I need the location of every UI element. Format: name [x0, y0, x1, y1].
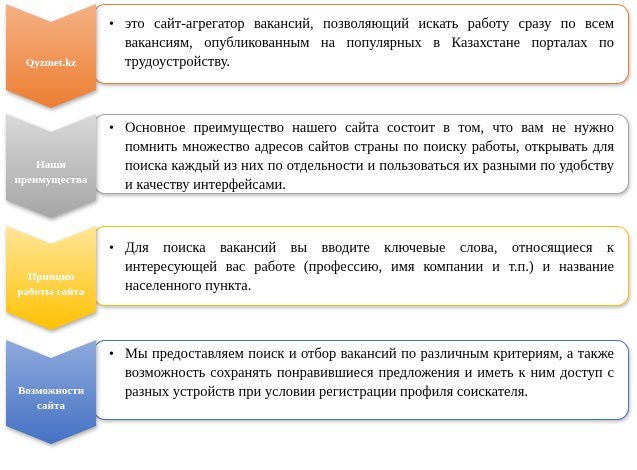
step-features	[0, 340, 637, 448]
step-description: • Для поиска вакансий вы вводите ключевые слова, относящиеся к интересующей вас работе (профессию, имя компании и т.п.) и название населенного пункта.	[100, 239, 614, 296]
step-advantages	[0, 114, 637, 222]
step-principle	[0, 226, 637, 334]
step-description: • Основное преимущество нашего сайта состоит в том, что вам не нужно помнить множество адресов сайтов страны по поиску работы, открывать для поиска каждый из них по отдельности и пользоваться их разными по удобству и качеству интерфейсами.	[100, 119, 614, 195]
step-label: Qyzmet.kz	[25, 56, 77, 69]
step-description-box	[93, 4, 629, 84]
step-description-box	[93, 226, 629, 306]
step-description-box	[93, 114, 629, 194]
step-label: Принцип работы сайта	[17, 271, 85, 298]
step-description: • Мы предоставляем поиск и отбор вакансий по различным критериям, а также возможность сохранять понравившиеся предложения и иметь к ним доступ с разных устройств при условии регистрации профиля соискателя.	[100, 345, 614, 402]
step-chevron	[6, 114, 96, 218]
step-description: • это сайт-агрегатор вакансий, позволяющий искать работу сразу по всем вакансиям, опубликованным на популярных в Казахстане порталах по трудоустройству.	[100, 15, 614, 72]
step-description-box	[93, 340, 629, 420]
step-chevron	[6, 4, 96, 108]
step-chevron	[6, 226, 96, 330]
step-chevron	[6, 340, 96, 444]
step-label: Возможности сайта	[17, 385, 85, 412]
step-qyzmet	[0, 4, 637, 112]
step-label: Наши преимущества	[14, 159, 88, 186]
